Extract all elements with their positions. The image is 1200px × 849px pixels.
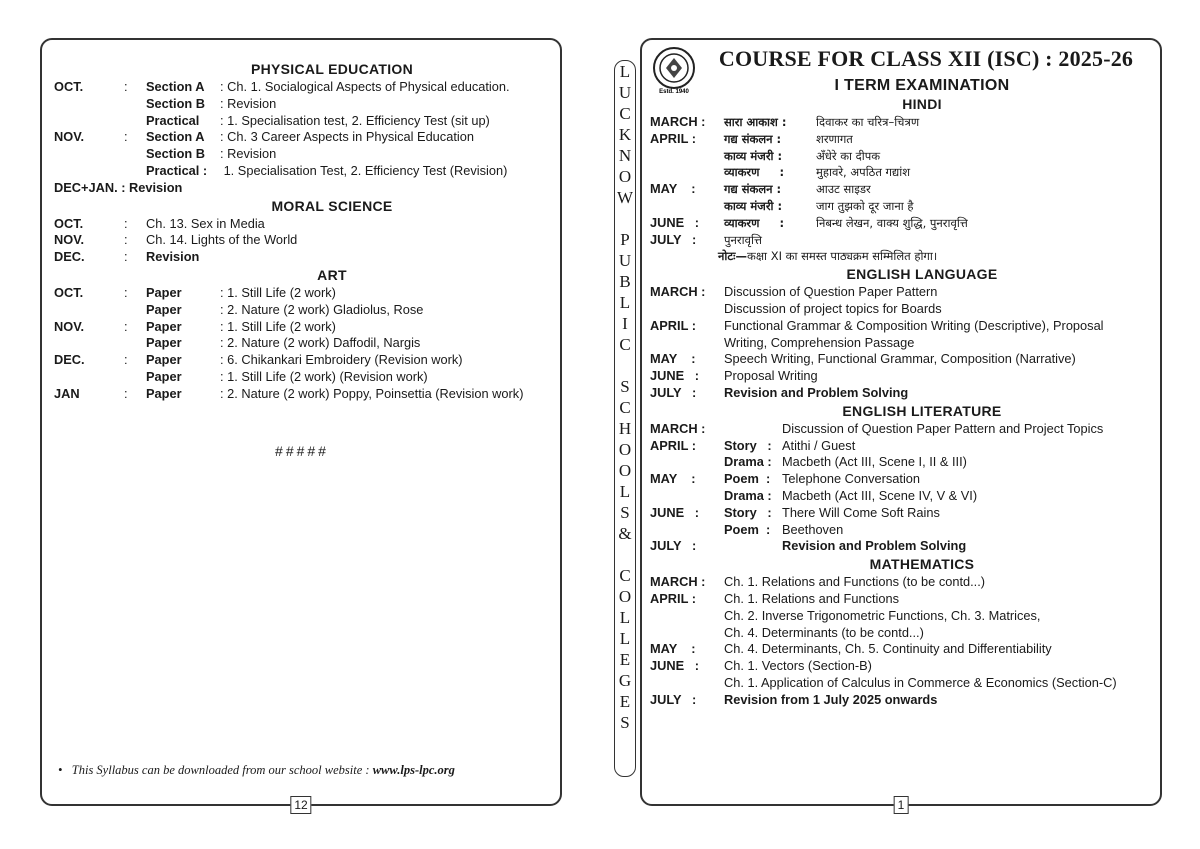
- label-cell: Poem :: [724, 521, 771, 537]
- month-cell: OCT.: [54, 79, 84, 94]
- text-cell: Revision and Problem Solving: [782, 538, 967, 554]
- label-cell: Drama :: [724, 487, 772, 503]
- schedule-row: [650, 658, 1154, 675]
- text-cell: Writing, Comprehension Passage: [724, 334, 915, 350]
- month-cell: [54, 113, 124, 130]
- schedule-row: [650, 641, 1154, 658]
- schedule-row: [54, 302, 550, 319]
- term-title: I TERM EXAMINATION: [834, 77, 1010, 94]
- text-cell: Ch. 2. Inverse Trigonometric Functions, Ch. 3. Matrices,: [724, 607, 1041, 623]
- schedule-row: [650, 232, 1154, 249]
- right-page: [640, 38, 1162, 812]
- text-cell: 2. Nature (2 work) Daffodil, Nargis: [227, 335, 421, 351]
- month-cell: NOV.: [54, 318, 85, 334]
- schedule-row: [54, 319, 550, 336]
- vertical-letter: U: [618, 251, 632, 270]
- month-cell: [54, 163, 124, 180]
- schedule-row: [54, 113, 550, 130]
- month-cell: MARCH :: [650, 114, 706, 129]
- label-colon: :: [220, 368, 228, 384]
- label-cell: Paper: [146, 385, 182, 401]
- schedule-row: [54, 96, 550, 113]
- vertical-letter: S: [620, 377, 630, 396]
- text-cell: Revision: [227, 146, 277, 162]
- vertical-letters: [615, 61, 635, 732]
- vertical-letter: [615, 208, 635, 229]
- label-cell: Section B: [146, 95, 206, 111]
- schedule-row: [650, 335, 1154, 352]
- month-cell: [650, 522, 724, 539]
- text-cell: Ch. 1. Application of Calculus in Commerce & Economics (Section-C): [724, 674, 1117, 690]
- month-cell: JUNE :: [650, 368, 700, 384]
- month-cell: APRIL :: [650, 437, 696, 453]
- text-cell: Proposal Writing: [724, 368, 818, 384]
- text-cell: Revision from 1 July 2025 onwards: [724, 691, 938, 707]
- text-cell: Ch. 1. Relations and Functions: [724, 590, 899, 606]
- vertical-letter: K: [618, 125, 632, 144]
- eng-lang-rows: [650, 284, 1154, 402]
- hindi-rows: [650, 114, 1154, 248]
- schedule-row: [650, 505, 1154, 522]
- colon-cell: [124, 146, 146, 163]
- month-cell: OCT.: [54, 215, 84, 231]
- vertical-letter: L: [619, 62, 631, 81]
- colon-cell: :: [124, 318, 128, 334]
- schedule-row: [650, 692, 1154, 709]
- vertical-letter: O: [618, 440, 632, 459]
- month-cell: JULY :: [650, 691, 697, 707]
- month-cell: MARCH :: [650, 420, 706, 436]
- maths-rows: [650, 574, 1154, 708]
- course-title: COURSE FOR CLASS XII (ISC) : 2025-26: [718, 46, 1134, 71]
- text-cell: Revision and Problem Solving: [724, 384, 909, 400]
- text-cell: Revision: [146, 249, 200, 265]
- footnote: [58, 763, 455, 778]
- colon-cell: [124, 335, 146, 352]
- label-cell: Paper: [146, 352, 182, 368]
- text-cell: Ch. 3 Career Aspects in Physical Education: [227, 129, 474, 145]
- month-cell: JULY :: [650, 231, 697, 247]
- page-number-right: 1: [894, 796, 909, 814]
- month-cell: MARCH :: [650, 284, 706, 300]
- hindi-note-text: कक्षा XI का समस्त पाठ्यक्रम सम्मिलित होगा।: [746, 249, 938, 264]
- text-cell: आउट साइडर: [816, 182, 871, 197]
- vertical-letter: L: [619, 629, 631, 648]
- colon-cell: [124, 113, 146, 130]
- label-colon: :: [220, 301, 228, 317]
- label-colon: :: [220, 284, 228, 300]
- text-cell: निबन्ध लेखन, वाक्य शुद्धि, पुनरावृत्ति: [816, 215, 968, 230]
- label-colon: :: [220, 112, 228, 128]
- schedule-row: [54, 146, 550, 163]
- text-cell: 6. Chikankari Embroidery (Revision work): [227, 352, 463, 368]
- eng-lit-rows: [650, 421, 1154, 555]
- month-cell: MARCH :: [650, 574, 706, 590]
- label-cell: Paper: [146, 335, 182, 351]
- label-cell: व्याकरण :: [724, 215, 785, 230]
- month-cell: JAN: [54, 385, 80, 401]
- text-cell: There Will Come Soft Rains: [782, 504, 940, 520]
- label-cell: Drama :: [724, 454, 772, 470]
- month-cell: MAY :: [650, 641, 696, 657]
- schedule-row: [54, 335, 550, 352]
- month-cell: [54, 335, 124, 352]
- month-cell: [54, 302, 124, 319]
- colon-cell: :: [124, 249, 128, 265]
- text-cell: Ch. 4. Determinants, Ch. 5. Continuity and Differentiability: [724, 641, 1052, 657]
- text-cell: 1. Specialisation Test, 2. Efficiency Test (Revision): [223, 162, 508, 178]
- label-cell: Paper: [146, 284, 182, 300]
- month-cell: [54, 96, 124, 113]
- vertical-letter: N: [618, 146, 632, 165]
- text-cell: 1. Still Life (2 work): [227, 318, 336, 334]
- art-rows: [54, 285, 550, 403]
- colon-cell: [124, 163, 146, 180]
- label-colon: :: [220, 385, 228, 401]
- schedule-row: [650, 385, 1154, 402]
- label-cell: Story :: [724, 437, 772, 453]
- text-cell: Ch. 1. Socialogical Aspects of Physical education.: [227, 79, 510, 94]
- vertical-letter: O: [618, 167, 632, 186]
- month-cell: OCT.: [54, 284, 84, 300]
- month-cell: NOV.: [54, 129, 85, 145]
- maths-title: MATHEMATICS: [869, 556, 975, 573]
- schedule-row: [54, 163, 550, 180]
- vertical-letter: O: [618, 461, 632, 480]
- schedule-row: [650, 215, 1154, 232]
- schedule-row: [54, 386, 550, 403]
- label-colon: :: [220, 95, 228, 111]
- month-cell: [650, 488, 724, 505]
- right-content: [650, 76, 1154, 709]
- label-colon: :: [220, 146, 228, 162]
- label-cell: Paper: [146, 301, 182, 317]
- vertical-letter: [615, 544, 635, 565]
- text-cell: Ch. 13. Sex in Media: [146, 215, 265, 231]
- schedule-row: [650, 181, 1154, 198]
- colon-cell: :: [124, 129, 128, 145]
- vertical-letter: E: [619, 692, 631, 711]
- text-cell: Ch. 1. Relations and Functions (to be contd...): [724, 574, 986, 590]
- text-cell: Ch. 14. Lights of the World: [146, 232, 298, 248]
- schedule-row: [650, 438, 1154, 455]
- month-cell: NOV.: [54, 232, 85, 248]
- eng-lit-title: ENGLISH LITERATURE: [842, 402, 1002, 419]
- month-cell: APRIL :: [650, 317, 696, 333]
- vertical-letter: S: [620, 503, 630, 522]
- vertical-letter: H: [618, 419, 632, 438]
- vertical-letter: I: [622, 314, 628, 333]
- vertical-letter: &: [618, 524, 632, 543]
- label-cell: काव्य मंजरी :: [724, 198, 783, 213]
- month-cell: APRIL :: [650, 590, 696, 606]
- month-cell: JUNE :: [650, 214, 700, 230]
- schedule-row: [650, 198, 1154, 215]
- schedule-row: [650, 574, 1154, 591]
- label-cell: [724, 538, 782, 555]
- hash-divider: #####: [275, 442, 329, 459]
- text-cell: Macbeth (Act III, Scene IV, V & VI): [782, 487, 978, 503]
- month-cell: JUNE :: [650, 504, 700, 520]
- schedule-row: [650, 284, 1154, 301]
- text-cell: Discussion of project topics for Boards: [724, 300, 942, 316]
- text-cell: मुहावरे, अपठित गद्यांश: [816, 165, 911, 180]
- moral-title: MORAL SCIENCE: [271, 197, 393, 214]
- label-cell: [724, 421, 782, 438]
- vertical-letter: E: [619, 650, 631, 669]
- colon-cell: :: [124, 79, 128, 94]
- vertical-letter: G: [618, 671, 632, 690]
- month-cell: [650, 625, 724, 642]
- vertical-letter: B: [619, 272, 631, 291]
- footnote-url[interactable]: www.lps-lpc.org: [372, 763, 455, 777]
- schedule-row: [650, 351, 1154, 368]
- schedule-row: [54, 249, 550, 266]
- left-content: [54, 60, 550, 459]
- month-cell: [650, 301, 724, 318]
- schedule-row: [650, 608, 1154, 625]
- schedule-row: [650, 114, 1154, 131]
- colon-cell: [124, 369, 146, 386]
- footnote-text: This Syllabus can be downloaded from our school website :: [71, 763, 373, 777]
- label-cell: व्याकरण :: [724, 165, 785, 180]
- text-cell: Revision: [227, 95, 277, 111]
- schedule-row: [650, 164, 1154, 181]
- label-cell: गद्य संकलन :: [724, 182, 782, 197]
- vertical-letter: C: [619, 335, 631, 354]
- vertical-letter: P: [620, 230, 630, 249]
- text-cell: 2. Nature (2 work) Gladiolus, Rose: [227, 301, 424, 317]
- month-cell: [54, 146, 124, 163]
- label-cell: Practical :: [146, 162, 208, 178]
- schedule-row: [650, 471, 1154, 488]
- colon-cell: :: [124, 385, 128, 401]
- text-cell: पुनरावृत्ति: [724, 232, 762, 247]
- schedule-row: [650, 538, 1154, 555]
- schedule-row: [54, 129, 550, 146]
- month-cell: APRIL :: [650, 130, 696, 146]
- schedule-row: [650, 131, 1154, 148]
- schedule-row: [650, 368, 1154, 385]
- label-cell: Poem :: [724, 471, 771, 487]
- text-cell: Speech Writing, Functional Grammar, Composition (Narrative): [724, 351, 1076, 367]
- colon-cell: :: [124, 232, 128, 248]
- text-cell: अँधेरे का दीपक: [816, 148, 881, 163]
- label-colon: :: [220, 318, 228, 334]
- text-cell: Beethoven: [782, 521, 844, 537]
- schedule-row: [650, 488, 1154, 505]
- text-cell: 1. Still Life (2 work) (Revision work): [227, 368, 428, 384]
- art-title: ART: [317, 266, 347, 283]
- month-cell: JULY :: [650, 538, 697, 554]
- vertical-letter: S: [620, 713, 630, 732]
- label-cell: Section B: [146, 146, 206, 162]
- text-cell: Telephone Conversation: [782, 471, 921, 487]
- month-cell: [650, 148, 724, 165]
- month-cell: JULY :: [650, 384, 697, 400]
- hindi-note: [650, 248, 1154, 265]
- vertical-school-name: [614, 60, 636, 777]
- month-cell: [650, 675, 724, 692]
- vertical-letter: [615, 355, 635, 376]
- text-cell: Atithi / Guest: [782, 437, 856, 453]
- text-cell: Ch. 4. Determinants (to be contd...): [724, 624, 924, 640]
- label-cell: Section A: [146, 79, 205, 94]
- schedule-row: [650, 522, 1154, 539]
- month-cell: [650, 335, 724, 352]
- text-cell: दिवाकर का चरित्र–चित्रण: [816, 115, 920, 129]
- pe-decjan: DEC+JAN. : Revision: [54, 179, 183, 195]
- text-cell: Macbeth (Act III, Scene I, II & III): [782, 454, 967, 470]
- vertical-letter: U: [618, 83, 632, 102]
- text-cell: Discussion of Question Paper Pattern: [724, 284, 938, 300]
- label-colon: :: [220, 352, 228, 368]
- colon-cell: :: [124, 284, 128, 300]
- footnote-bullet: •: [58, 763, 63, 777]
- colon-cell: [124, 96, 146, 113]
- label-colon: :: [220, 129, 228, 145]
- label-colon: :: [220, 79, 228, 94]
- page-number-left: 12: [290, 796, 311, 814]
- left-page: [40, 38, 562, 812]
- schedule-row: [650, 625, 1154, 642]
- month-cell: DEC.: [54, 249, 85, 265]
- text-cell: शरणागत: [816, 131, 853, 146]
- vertical-letter: L: [619, 482, 631, 501]
- label-cell: Paper: [146, 318, 182, 334]
- hindi-note-label: नोटः—: [718, 249, 747, 264]
- colon-cell: :: [124, 215, 128, 231]
- text-cell: Ch. 1. Vectors (Section-B): [724, 658, 872, 674]
- schedule-row: [54, 285, 550, 302]
- vertical-letter: C: [619, 566, 631, 585]
- moral-rows: [54, 216, 550, 266]
- month-cell: MAY :: [650, 471, 696, 487]
- month-cell: [54, 369, 124, 386]
- pe-title: PHYSICAL EDUCATION: [250, 61, 413, 77]
- label-cell: सारा आकाश :: [724, 115, 787, 129]
- vertical-letter: L: [619, 293, 631, 312]
- text-cell: 1. Still Life (2 work): [227, 284, 336, 300]
- schedule-row: [650, 318, 1154, 335]
- schedule-row: [650, 301, 1154, 318]
- vertical-letter: C: [619, 104, 631, 123]
- text-cell: जाग तुझको दूर जाना है: [816, 198, 914, 213]
- eng-lang-title: ENGLISH LANGUAGE: [846, 266, 998, 283]
- colon-cell: :: [124, 352, 128, 368]
- month-cell: [650, 164, 724, 181]
- schedule-row: [54, 79, 550, 96]
- label-cell: गद्य संकलन :: [724, 131, 782, 146]
- hindi-title: HINDI: [902, 96, 942, 112]
- label-cell: Section A: [146, 129, 205, 145]
- label-cell: Paper: [146, 368, 182, 384]
- pe-rows: [54, 79, 550, 180]
- logo-estd: Estd. 1940: [659, 89, 689, 94]
- vertical-letter: L: [619, 608, 631, 627]
- schedule-row: [54, 369, 550, 386]
- text-cell: 2. Nature (2 work) Poppy, Poinsettia (Revision work): [227, 385, 524, 401]
- month-cell: DEC.: [54, 352, 85, 368]
- vertical-letter: W: [616, 188, 634, 207]
- text-cell: 1. Specialisation test, 2. Efficiency Test (sit up): [227, 112, 490, 128]
- month-cell: MAY :: [650, 351, 696, 367]
- month-cell: [650, 608, 724, 625]
- text-cell: Discussion of Question Paper Pattern and Project Topics: [782, 420, 1104, 436]
- month-cell: [650, 198, 724, 215]
- schedule-row: [54, 216, 550, 233]
- schedule-row: [650, 454, 1154, 471]
- schedule-row: [650, 421, 1154, 438]
- schedule-row: [54, 232, 550, 249]
- schedule-row: [650, 591, 1154, 608]
- schedule-row: [650, 675, 1154, 692]
- schedule-row: [650, 148, 1154, 165]
- vertical-letter: O: [618, 587, 632, 606]
- label-cell: Story :: [724, 504, 772, 520]
- schedule-row: [54, 352, 550, 369]
- label-cell: Practical: [146, 112, 200, 128]
- month-cell: JUNE :: [650, 658, 700, 674]
- text-cell: Functional Grammar & Composition Writing (Descriptive), Proposal: [724, 317, 1104, 333]
- colon-cell: [124, 302, 146, 319]
- month-cell: [650, 454, 724, 471]
- label-colon: :: [220, 335, 228, 351]
- month-cell: MAY :: [650, 181, 696, 197]
- vertical-letter: C: [619, 398, 631, 417]
- label-cell: काव्य मंजरी :: [724, 148, 783, 163]
